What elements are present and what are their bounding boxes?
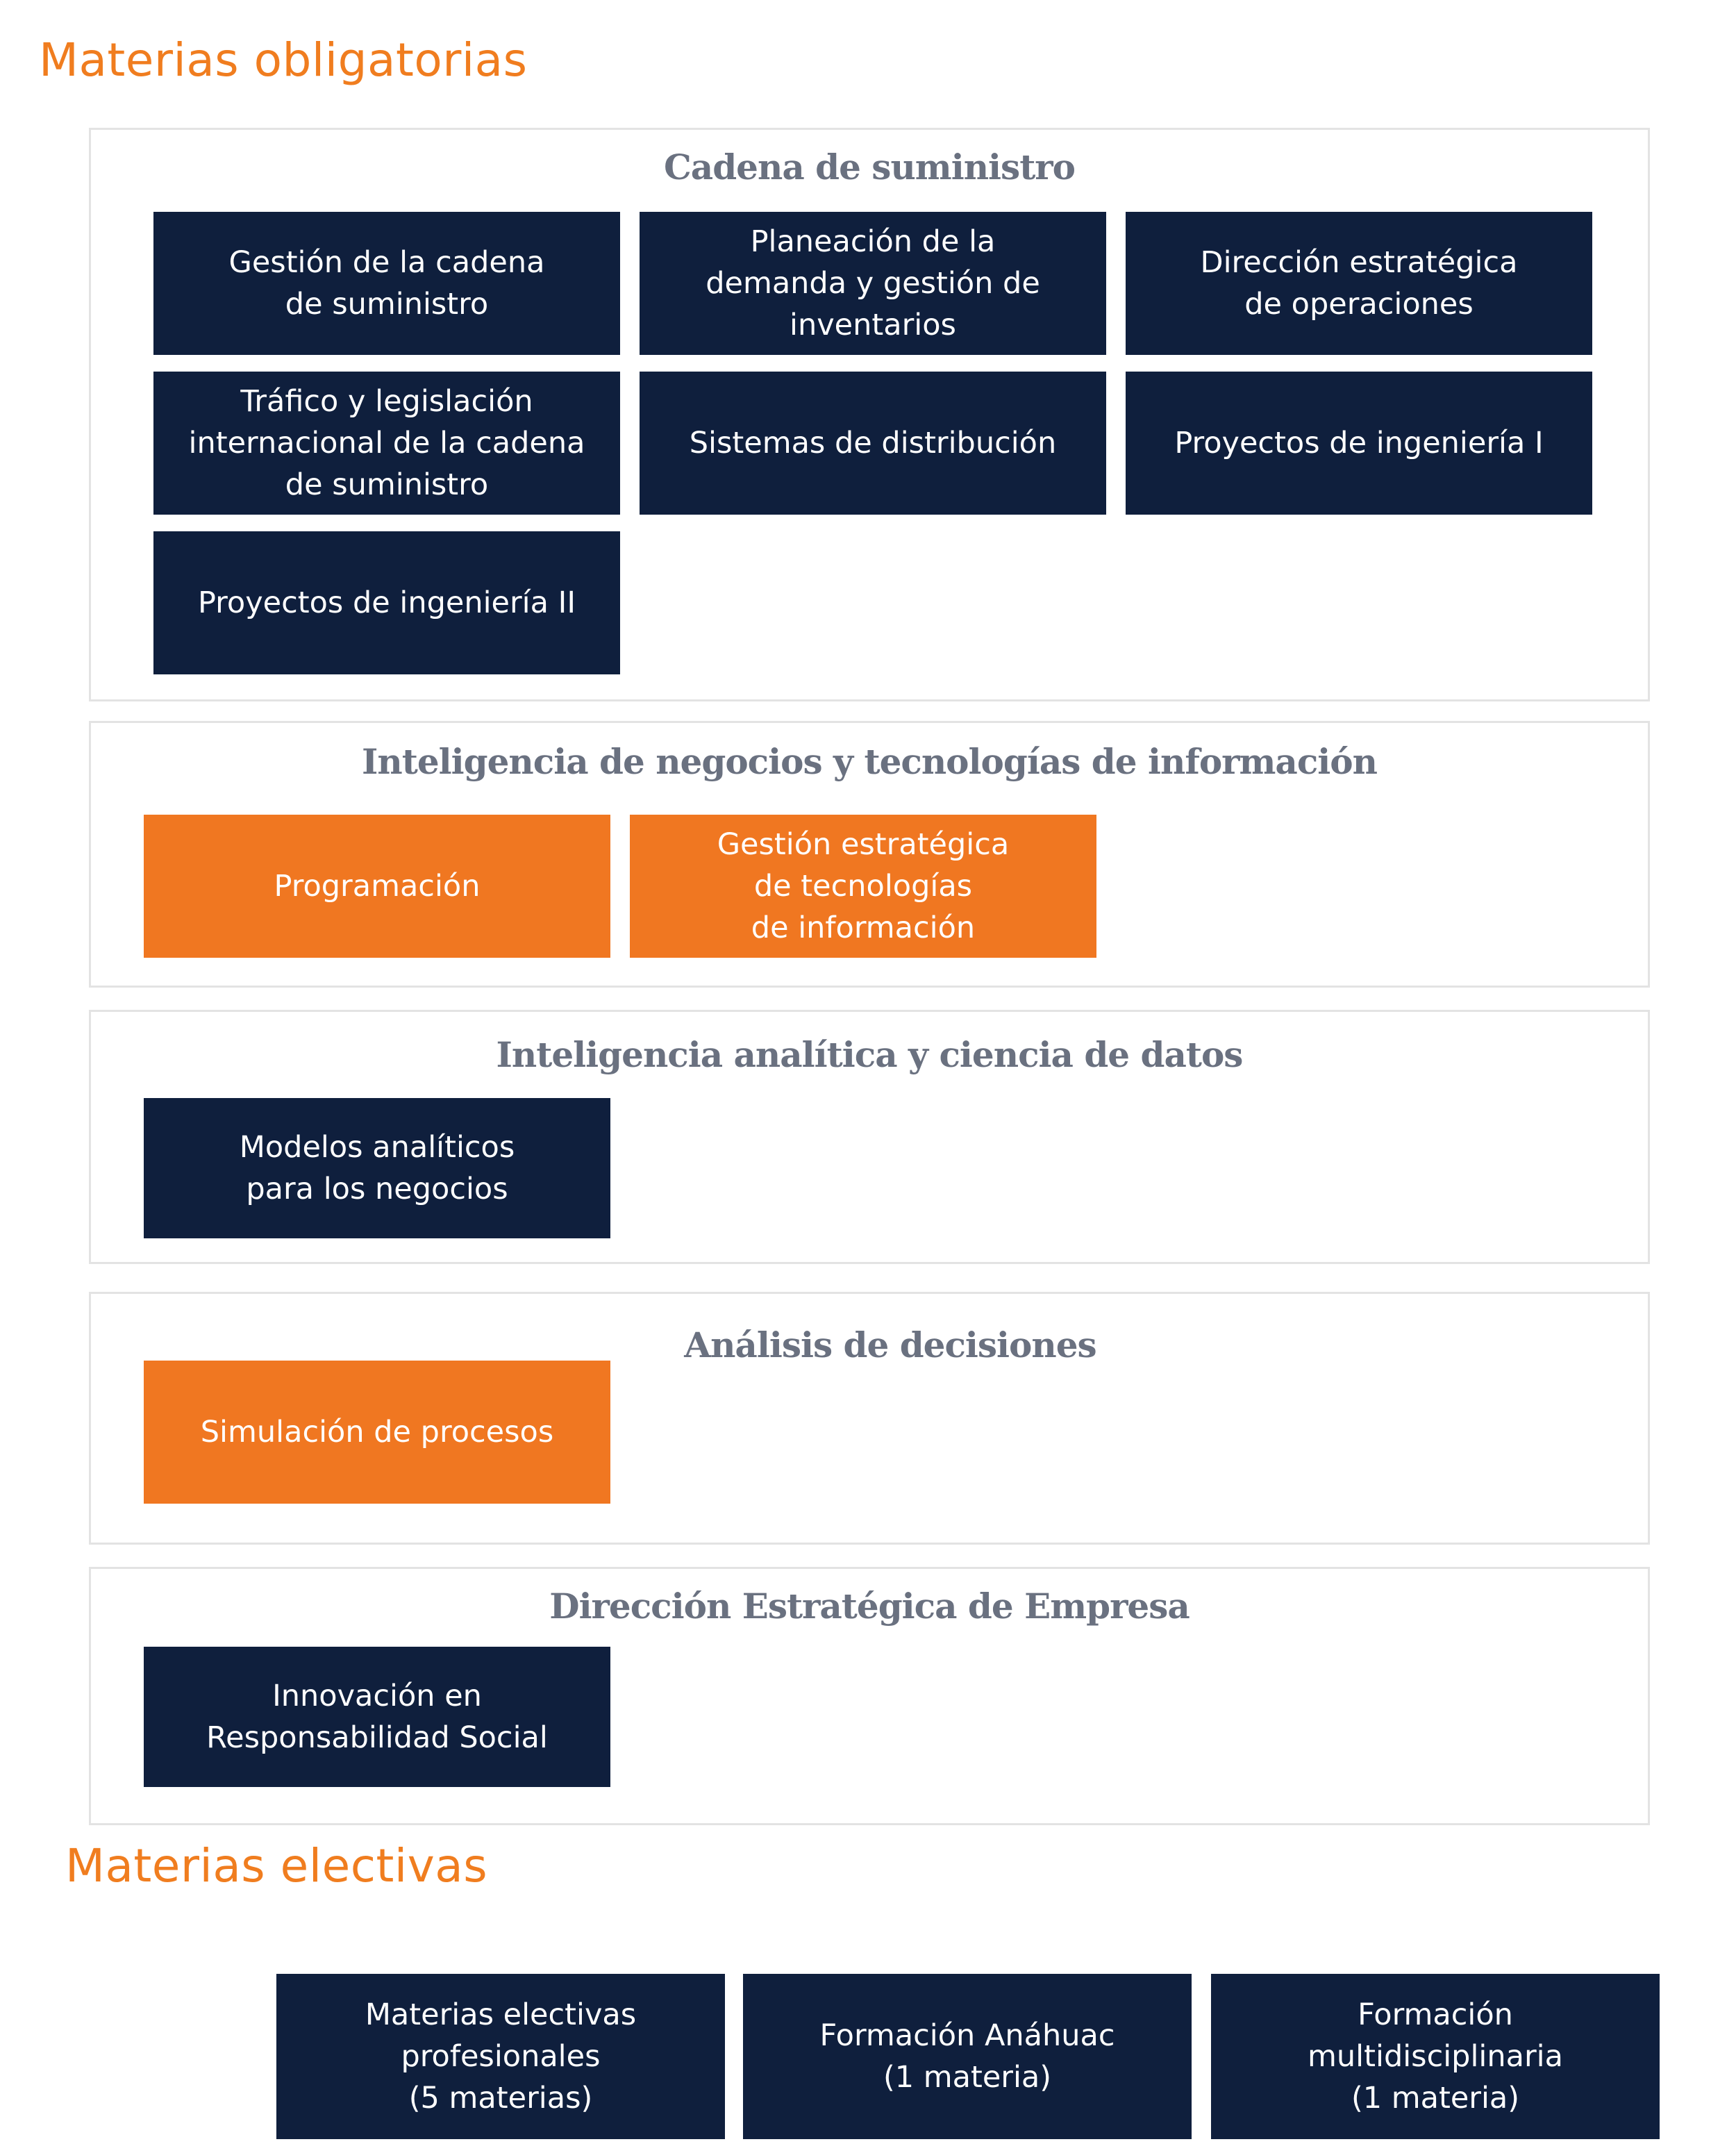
section-analisis-de-decisiones bbox=[89, 1292, 1650, 1545]
elective-box-profesionales: Materias electivas profesionales (5 materias) bbox=[276, 1974, 725, 2139]
elective-box-multidisciplinaria: Formación multidisciplinaria (1 materia) bbox=[1211, 1974, 1660, 2139]
section-title: Análisis de decisiones bbox=[684, 1324, 1096, 1365]
elective-box-formacion-anahuac: Formación Anáhuac (1 materia) bbox=[743, 1974, 1192, 2139]
course-box: Gestión de la cadena de suministro bbox=[153, 212, 620, 355]
course-box: Dirección estratégica de operaciones bbox=[1126, 212, 1592, 355]
course-box: Innovación en Responsabilidad Social bbox=[144, 1647, 610, 1787]
section-title: Dirección Estratégica de Empresa bbox=[549, 1586, 1190, 1627]
section-inteligencia-de-negocios bbox=[89, 721, 1650, 988]
course-box: Tráfico y legislación internacional de la cadena de suministro bbox=[153, 372, 620, 515]
section-title: Cadena de suministro bbox=[664, 147, 1075, 188]
course-box: Simulación de procesos bbox=[144, 1361, 610, 1504]
course-box: Planeación de la demanda y gestión de inventarios bbox=[640, 212, 1106, 355]
section-title: Inteligencia analítica y ciencia de datos bbox=[496, 1034, 1243, 1075]
section-direccion-estrategica bbox=[89, 1567, 1650, 1825]
section-title: Inteligencia de negocios y tecnologías de información bbox=[362, 741, 1377, 782]
course-box: Sistemas de distribución bbox=[640, 372, 1106, 515]
course-box: Modelos analíticos para los negocios bbox=[144, 1098, 610, 1238]
course-box: Proyectos de ingeniería II bbox=[153, 531, 620, 674]
course-box: Gestión estratégica de tecnologías de información bbox=[630, 815, 1096, 958]
section-cadena-de-suministro bbox=[89, 128, 1650, 701]
course-box: Programación bbox=[144, 815, 610, 958]
heading-materias-obligatorias: Materias obligatorias bbox=[39, 33, 528, 87]
section-inteligencia-analitica bbox=[89, 1010, 1650, 1264]
course-box: Proyectos de ingeniería I bbox=[1126, 372, 1592, 515]
heading-materias-electivas: Materias electivas bbox=[65, 1839, 488, 1893]
